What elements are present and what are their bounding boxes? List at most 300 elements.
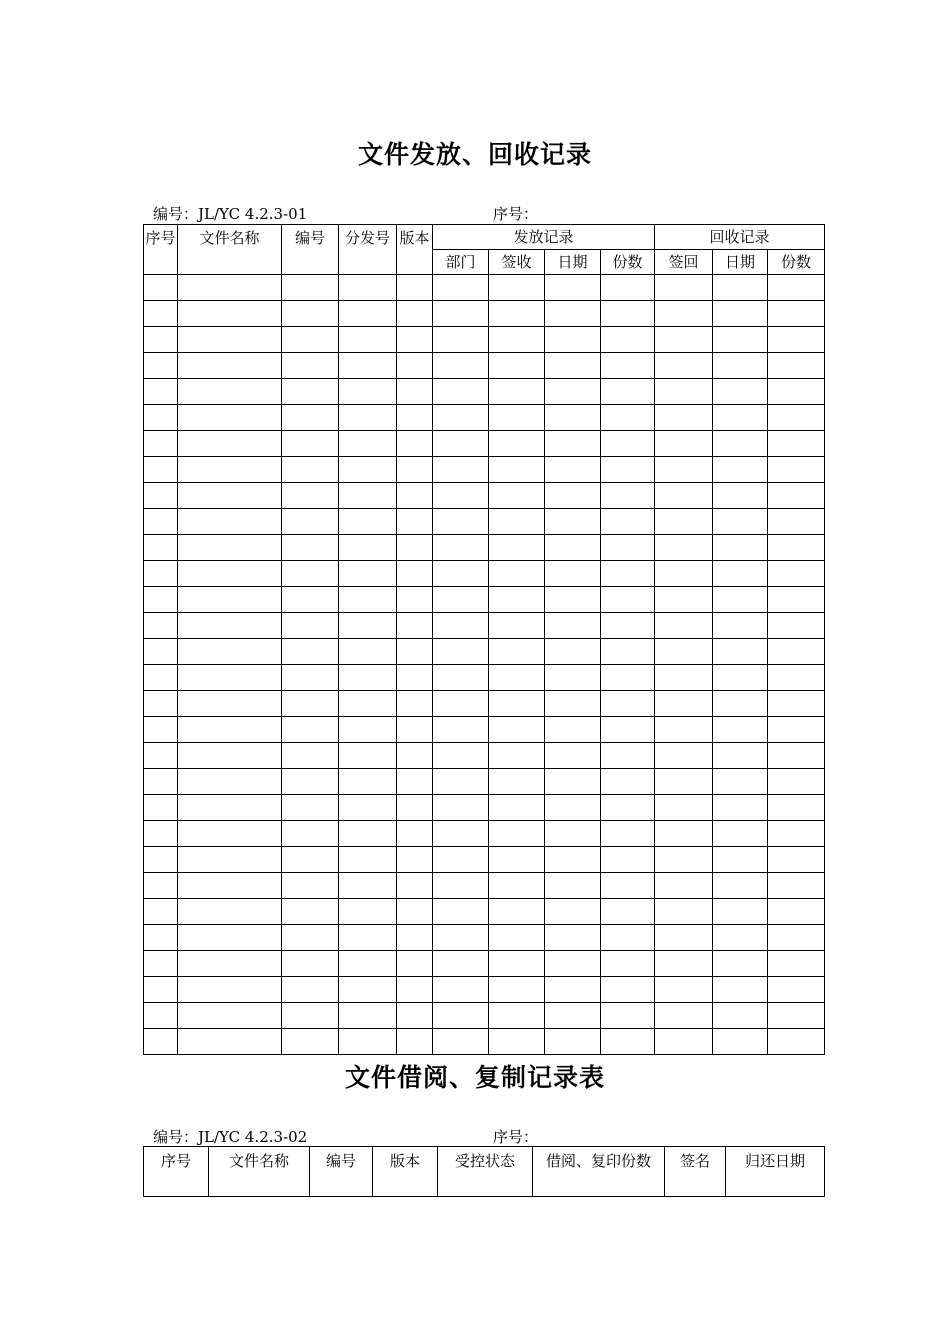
table-cell[interactable]	[655, 873, 713, 899]
table-cell[interactable]	[713, 483, 768, 509]
table-cell[interactable]	[655, 1029, 713, 1055]
table-cell[interactable]	[489, 691, 545, 717]
table-cell[interactable]	[768, 769, 825, 795]
table-cell[interactable]	[713, 353, 768, 379]
table-cell[interactable]	[433, 665, 489, 691]
table-cell[interactable]	[655, 951, 713, 977]
table-cell[interactable]	[713, 665, 768, 691]
table-cell[interactable]	[144, 925, 178, 951]
table-cell[interactable]	[282, 639, 339, 665]
table-cell[interactable]	[339, 925, 397, 951]
table-cell[interactable]	[601, 821, 655, 847]
table-cell[interactable]	[397, 327, 433, 353]
table-cell[interactable]	[339, 847, 397, 873]
table-cell[interactable]	[713, 405, 768, 431]
table-cell[interactable]	[397, 483, 433, 509]
table-cell[interactable]	[178, 353, 282, 379]
table-cell[interactable]	[144, 405, 178, 431]
table-cell[interactable]	[489, 951, 545, 977]
table-cell[interactable]	[545, 535, 601, 561]
table-cell[interactable]	[282, 977, 339, 1003]
table-cell[interactable]	[282, 561, 339, 587]
table-cell[interactable]	[655, 457, 713, 483]
table-cell[interactable]	[178, 1003, 282, 1029]
table-cell[interactable]	[178, 535, 282, 561]
table-cell[interactable]	[713, 327, 768, 353]
table-cell[interactable]	[282, 275, 339, 301]
table-cell[interactable]	[489, 639, 545, 665]
table-cell[interactable]	[713, 535, 768, 561]
table-cell[interactable]	[282, 717, 339, 743]
table-cell[interactable]	[397, 847, 433, 873]
table-cell[interactable]	[545, 613, 601, 639]
table-cell[interactable]	[601, 847, 655, 873]
table-cell[interactable]	[489, 1029, 545, 1055]
table-cell[interactable]	[768, 847, 825, 873]
table-cell[interactable]	[397, 691, 433, 717]
table-cell[interactable]	[655, 561, 713, 587]
table-cell[interactable]	[545, 1029, 601, 1055]
table-cell[interactable]	[601, 977, 655, 1003]
table-cell[interactable]	[397, 925, 433, 951]
table-cell[interactable]	[489, 977, 545, 1003]
table-cell[interactable]	[433, 561, 489, 587]
table-cell[interactable]	[433, 509, 489, 535]
table-cell[interactable]	[601, 535, 655, 561]
table-cell[interactable]	[601, 899, 655, 925]
table-cell[interactable]	[433, 743, 489, 769]
table-cell[interactable]	[601, 353, 655, 379]
table-cell[interactable]	[178, 509, 282, 535]
table-cell[interactable]	[178, 431, 282, 457]
table-cell[interactable]	[489, 665, 545, 691]
table-cell[interactable]	[433, 353, 489, 379]
table-cell[interactable]	[655, 821, 713, 847]
table-cell[interactable]	[655, 639, 713, 665]
table-cell[interactable]	[397, 743, 433, 769]
table-cell[interactable]	[144, 509, 178, 535]
table-cell[interactable]	[713, 691, 768, 717]
table-cell[interactable]	[397, 379, 433, 405]
table-cell[interactable]	[489, 769, 545, 795]
table-cell[interactable]	[601, 613, 655, 639]
table-cell[interactable]	[144, 301, 178, 327]
table-cell[interactable]	[397, 665, 433, 691]
table-cell[interactable]	[397, 353, 433, 379]
table-cell[interactable]	[433, 431, 489, 457]
table-cell[interactable]	[282, 613, 339, 639]
table-cell[interactable]	[178, 899, 282, 925]
table-cell[interactable]	[713, 301, 768, 327]
table-cell[interactable]	[397, 795, 433, 821]
table-cell[interactable]	[433, 899, 489, 925]
table-cell[interactable]	[768, 743, 825, 769]
table-cell[interactable]	[397, 561, 433, 587]
table-cell[interactable]	[768, 379, 825, 405]
table-cell[interactable]	[713, 925, 768, 951]
table-cell[interactable]	[339, 873, 397, 899]
table-cell[interactable]	[713, 639, 768, 665]
table-cell[interactable]	[601, 483, 655, 509]
table-cell[interactable]	[339, 821, 397, 847]
table-cell[interactable]	[489, 1003, 545, 1029]
table-cell[interactable]	[489, 457, 545, 483]
table-cell[interactable]	[144, 665, 178, 691]
table-cell[interactable]	[601, 743, 655, 769]
table-cell[interactable]	[768, 795, 825, 821]
table-cell[interactable]	[489, 743, 545, 769]
table-cell[interactable]	[655, 769, 713, 795]
table-cell[interactable]	[339, 613, 397, 639]
table-cell[interactable]	[144, 769, 178, 795]
table-cell[interactable]	[489, 873, 545, 899]
table-cell[interactable]	[433, 327, 489, 353]
table-cell[interactable]	[397, 431, 433, 457]
table-cell[interactable]	[545, 795, 601, 821]
table-cell[interactable]	[545, 587, 601, 613]
table-cell[interactable]	[339, 275, 397, 301]
table-cell[interactable]	[713, 379, 768, 405]
table-cell[interactable]	[144, 275, 178, 301]
table-cell[interactable]	[339, 509, 397, 535]
table-cell[interactable]	[768, 691, 825, 717]
table-cell[interactable]	[178, 977, 282, 1003]
table-cell[interactable]	[339, 587, 397, 613]
table-cell[interactable]	[282, 665, 339, 691]
table-cell[interactable]	[339, 405, 397, 431]
table-cell[interactable]	[144, 457, 178, 483]
table-cell[interactable]	[144, 847, 178, 873]
table-cell[interactable]	[655, 379, 713, 405]
table-cell[interactable]	[713, 873, 768, 899]
table-cell[interactable]	[713, 275, 768, 301]
table-cell[interactable]	[545, 353, 601, 379]
table-cell[interactable]	[397, 1029, 433, 1055]
table-cell[interactable]	[282, 535, 339, 561]
table-cell[interactable]	[713, 587, 768, 613]
table-cell[interactable]	[433, 301, 489, 327]
table-cell[interactable]	[655, 587, 713, 613]
table-cell[interactable]	[282, 847, 339, 873]
table-cell[interactable]	[768, 951, 825, 977]
table-cell[interactable]	[397, 457, 433, 483]
table-cell[interactable]	[144, 1029, 178, 1055]
table-cell[interactable]	[282, 457, 339, 483]
table-cell[interactable]	[768, 275, 825, 301]
table-cell[interactable]	[601, 951, 655, 977]
table-cell[interactable]	[545, 327, 601, 353]
table-cell[interactable]	[545, 691, 601, 717]
table-cell[interactable]	[144, 873, 178, 899]
table-cell[interactable]	[178, 639, 282, 665]
table-cell[interactable]	[545, 717, 601, 743]
table-cell[interactable]	[601, 561, 655, 587]
table-cell[interactable]	[144, 743, 178, 769]
table-cell[interactable]	[655, 899, 713, 925]
table-cell[interactable]	[713, 1003, 768, 1029]
table-cell[interactable]	[601, 795, 655, 821]
table-cell[interactable]	[713, 795, 768, 821]
table-cell[interactable]	[144, 1003, 178, 1029]
table-cell[interactable]	[768, 561, 825, 587]
table-cell[interactable]	[144, 327, 178, 353]
table-cell[interactable]	[282, 743, 339, 769]
table-cell[interactable]	[655, 353, 713, 379]
table-cell[interactable]	[601, 717, 655, 743]
table-cell[interactable]	[713, 431, 768, 457]
table-cell[interactable]	[178, 795, 282, 821]
table-cell[interactable]	[397, 301, 433, 327]
table-cell[interactable]	[433, 1029, 489, 1055]
table-cell[interactable]	[713, 457, 768, 483]
table-cell[interactable]	[397, 613, 433, 639]
table-cell[interactable]	[601, 1003, 655, 1029]
table-cell[interactable]	[282, 873, 339, 899]
table-cell[interactable]	[144, 951, 178, 977]
table-cell[interactable]	[601, 509, 655, 535]
table-cell[interactable]	[433, 821, 489, 847]
table-cell[interactable]	[768, 353, 825, 379]
table-cell[interactable]	[655, 509, 713, 535]
table-cell[interactable]	[282, 379, 339, 405]
table-cell[interactable]	[601, 925, 655, 951]
table-cell[interactable]	[545, 847, 601, 873]
table-cell[interactable]	[339, 899, 397, 925]
table-cell[interactable]	[433, 847, 489, 873]
table-cell[interactable]	[489, 587, 545, 613]
table-cell[interactable]	[545, 301, 601, 327]
table-cell[interactable]	[433, 1003, 489, 1029]
table-cell[interactable]	[545, 925, 601, 951]
table-cell[interactable]	[339, 951, 397, 977]
table-cell[interactable]	[545, 743, 601, 769]
table-cell[interactable]	[339, 1003, 397, 1029]
table-cell[interactable]	[282, 899, 339, 925]
table-cell[interactable]	[655, 483, 713, 509]
table-cell[interactable]	[655, 301, 713, 327]
table-cell[interactable]	[489, 327, 545, 353]
table-cell[interactable]	[178, 821, 282, 847]
table-cell[interactable]	[713, 951, 768, 977]
table-cell[interactable]	[655, 795, 713, 821]
table-cell[interactable]	[655, 691, 713, 717]
table-cell[interactable]	[339, 795, 397, 821]
table-cell[interactable]	[178, 457, 282, 483]
table-cell[interactable]	[655, 847, 713, 873]
table-cell[interactable]	[282, 795, 339, 821]
table-cell[interactable]	[489, 535, 545, 561]
table-cell[interactable]	[601, 639, 655, 665]
table-cell[interactable]	[655, 1003, 713, 1029]
table-cell[interactable]	[545, 483, 601, 509]
table-cell[interactable]	[601, 275, 655, 301]
table-cell[interactable]	[178, 405, 282, 431]
table-cell[interactable]	[655, 327, 713, 353]
table-cell[interactable]	[339, 769, 397, 795]
table-cell[interactable]	[655, 743, 713, 769]
table-cell[interactable]	[768, 587, 825, 613]
table-cell[interactable]	[178, 769, 282, 795]
table-cell[interactable]	[397, 535, 433, 561]
table-cell[interactable]	[489, 379, 545, 405]
table-cell[interactable]	[433, 587, 489, 613]
table-cell[interactable]	[545, 769, 601, 795]
table-cell[interactable]	[713, 743, 768, 769]
table-cell[interactable]	[282, 1029, 339, 1055]
table-cell[interactable]	[768, 483, 825, 509]
table-cell[interactable]	[489, 405, 545, 431]
table-cell[interactable]	[489, 509, 545, 535]
table-cell[interactable]	[178, 665, 282, 691]
table-cell[interactable]	[433, 379, 489, 405]
table-cell[interactable]	[545, 561, 601, 587]
table-cell[interactable]	[339, 301, 397, 327]
table-cell[interactable]	[144, 353, 178, 379]
table-cell[interactable]	[545, 873, 601, 899]
table-cell[interactable]	[489, 275, 545, 301]
table-cell[interactable]	[601, 665, 655, 691]
table-cell[interactable]	[601, 587, 655, 613]
table-cell[interactable]	[433, 613, 489, 639]
table-cell[interactable]	[768, 405, 825, 431]
table-cell[interactable]	[339, 483, 397, 509]
table-cell[interactable]	[489, 613, 545, 639]
table-cell[interactable]	[545, 275, 601, 301]
table-cell[interactable]	[282, 769, 339, 795]
table-cell[interactable]	[489, 795, 545, 821]
table-cell[interactable]	[144, 691, 178, 717]
table-cell[interactable]	[768, 301, 825, 327]
table-cell[interactable]	[339, 717, 397, 743]
table-cell[interactable]	[433, 483, 489, 509]
table-cell[interactable]	[178, 925, 282, 951]
table-cell[interactable]	[282, 1003, 339, 1029]
table-cell[interactable]	[339, 691, 397, 717]
table-cell[interactable]	[768, 899, 825, 925]
table-cell[interactable]	[433, 769, 489, 795]
table-cell[interactable]	[601, 405, 655, 431]
table-cell[interactable]	[545, 665, 601, 691]
table-cell[interactable]	[433, 457, 489, 483]
table-cell[interactable]	[655, 535, 713, 561]
table-cell[interactable]	[178, 301, 282, 327]
table-cell[interactable]	[601, 301, 655, 327]
table-cell[interactable]	[768, 821, 825, 847]
table-cell[interactable]	[489, 925, 545, 951]
table-cell[interactable]	[601, 873, 655, 899]
table-cell[interactable]	[601, 1029, 655, 1055]
table-cell[interactable]	[655, 977, 713, 1003]
table-cell[interactable]	[397, 639, 433, 665]
table-cell[interactable]	[282, 821, 339, 847]
table-cell[interactable]	[545, 405, 601, 431]
table-cell[interactable]	[339, 1029, 397, 1055]
table-cell[interactable]	[397, 509, 433, 535]
table-cell[interactable]	[178, 743, 282, 769]
table-cell[interactable]	[144, 535, 178, 561]
table-cell[interactable]	[545, 821, 601, 847]
table-cell[interactable]	[713, 977, 768, 1003]
table-cell[interactable]	[339, 665, 397, 691]
table-cell[interactable]	[433, 925, 489, 951]
table-cell[interactable]	[545, 899, 601, 925]
table-cell[interactable]	[397, 769, 433, 795]
table-cell[interactable]	[768, 535, 825, 561]
table-cell[interactable]	[489, 353, 545, 379]
table-cell[interactable]	[433, 275, 489, 301]
table-cell[interactable]	[713, 561, 768, 587]
table-cell[interactable]	[768, 457, 825, 483]
table-cell[interactable]	[768, 639, 825, 665]
table-cell[interactable]	[768, 613, 825, 639]
table-cell[interactable]	[282, 301, 339, 327]
table-cell[interactable]	[397, 821, 433, 847]
table-cell[interactable]	[178, 847, 282, 873]
table-cell[interactable]	[178, 483, 282, 509]
table-cell[interactable]	[713, 847, 768, 873]
table-cell[interactable]	[178, 561, 282, 587]
table-cell[interactable]	[768, 431, 825, 457]
table-cell[interactable]	[768, 925, 825, 951]
table-cell[interactable]	[339, 639, 397, 665]
table-cell[interactable]	[397, 899, 433, 925]
table-cell[interactable]	[178, 379, 282, 405]
table-cell[interactable]	[144, 821, 178, 847]
table-cell[interactable]	[433, 691, 489, 717]
table-cell[interactable]	[545, 977, 601, 1003]
table-cell[interactable]	[397, 951, 433, 977]
table-cell[interactable]	[397, 405, 433, 431]
table-cell[interactable]	[601, 457, 655, 483]
table-cell[interactable]	[178, 873, 282, 899]
table-cell[interactable]	[545, 431, 601, 457]
table-cell[interactable]	[768, 1029, 825, 1055]
table-cell[interactable]	[144, 431, 178, 457]
table-cell[interactable]	[397, 1003, 433, 1029]
table-cell[interactable]	[655, 665, 713, 691]
table-cell[interactable]	[768, 977, 825, 1003]
table-cell[interactable]	[339, 977, 397, 1003]
table-cell[interactable]	[768, 717, 825, 743]
table-cell[interactable]	[282, 327, 339, 353]
table-cell[interactable]	[282, 353, 339, 379]
table-cell[interactable]	[178, 717, 282, 743]
table-cell[interactable]	[339, 561, 397, 587]
table-cell[interactable]	[178, 1029, 282, 1055]
table-cell[interactable]	[655, 613, 713, 639]
table-cell[interactable]	[282, 431, 339, 457]
table-cell[interactable]	[489, 899, 545, 925]
table-cell[interactable]	[545, 1003, 601, 1029]
table-cell[interactable]	[601, 431, 655, 457]
table-cell[interactable]	[433, 951, 489, 977]
table-cell[interactable]	[178, 613, 282, 639]
table-cell[interactable]	[489, 717, 545, 743]
table-cell[interactable]	[713, 613, 768, 639]
table-cell[interactable]	[282, 951, 339, 977]
table-cell[interactable]	[433, 535, 489, 561]
table-cell[interactable]	[433, 795, 489, 821]
table-cell[interactable]	[397, 717, 433, 743]
table-cell[interactable]	[144, 483, 178, 509]
table-cell[interactable]	[655, 431, 713, 457]
table-cell[interactable]	[144, 561, 178, 587]
table-cell[interactable]	[433, 873, 489, 899]
table-cell[interactable]	[282, 483, 339, 509]
table-cell[interactable]	[545, 951, 601, 977]
table-cell[interactable]	[282, 405, 339, 431]
table-cell[interactable]	[489, 847, 545, 873]
